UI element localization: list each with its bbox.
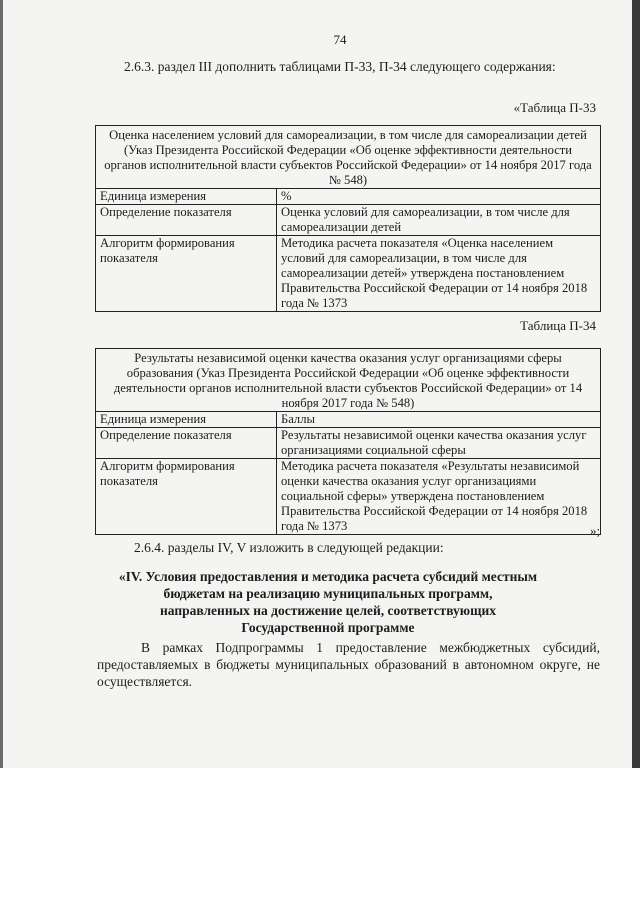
table-p34 bbox=[95, 348, 601, 535]
row-label: Алгоритм формирования показателя bbox=[96, 236, 277, 312]
body-paragraph bbox=[97, 639, 600, 690]
row-value: Результаты независимой оценки качества оказания услуг организациями социальной сферы bbox=[277, 428, 601, 459]
table-header-cell: Оценка населением условий для самореализации, в том числе для самореализации детей (Указ Президента Российской Федерации «Об оценке эффективности деятельности органов исполнительной власти субъектов Российской Федерации» от 14 ноября 2017 года № 548) bbox=[96, 126, 601, 189]
table-header-row bbox=[96, 126, 601, 189]
closing-quote: »; bbox=[590, 523, 601, 538]
paragraph-2-6-3 bbox=[96, 58, 598, 75]
table-row bbox=[96, 412, 601, 428]
scan-edge-left bbox=[0, 0, 3, 768]
table-header-cell: Результаты независимой оценки качества оказания услуг организациями сферы образования (Указ Президента Российской Федерации «Об оценке эффективности деятельности органов исполнительной власти субъектов Российской Федерации» от 14 ноября 2017 года № 548) bbox=[96, 349, 601, 412]
row-label: Определение показателя bbox=[96, 428, 277, 459]
page-number: 74 bbox=[333, 32, 347, 47]
row-label: Единица измерения bbox=[96, 412, 277, 428]
row-label: Определение показателя bbox=[96, 205, 277, 236]
row-value: Методика расчета показателя «Оценка населением условий для самореализации, в том числе для самореализации детей» утверждена постановлением Правительства Российской Федерации от 14 ноября 2018 года № 1373 bbox=[277, 236, 601, 312]
table-row bbox=[96, 189, 601, 205]
table-row bbox=[96, 236, 601, 312]
table-p33 bbox=[95, 125, 601, 312]
table-p34-caption: Таблица П-34 bbox=[520, 318, 596, 333]
row-value: Оценка условий для самореализации, в том числе для самореализации детей bbox=[277, 205, 601, 236]
row-value: Баллы bbox=[277, 412, 601, 428]
table-row bbox=[96, 428, 601, 459]
section-iv-heading: «IV. Условия предоставления и методика расчета субсидий местным бюджетам на реализацию муниципальных программ, направленных на достижение целей, соответствующих Государственной программе bbox=[118, 569, 538, 635]
row-value: Методика расчета показателя «Результаты независимой оценки качества оказания услуг организациями социальной сферы» утверждена постановлением Правительства Российской Федерации от 14 ноября 2018 года № 1373 bbox=[277, 459, 601, 535]
paragraph-2-6-4: 2.6.4. разделы IV, V изложить в следующей редакции: bbox=[134, 540, 444, 555]
table-row bbox=[96, 205, 601, 236]
row-value: % bbox=[277, 189, 601, 205]
row-label: Единица измерения bbox=[96, 189, 277, 205]
row-label: Алгоритм формирования показателя bbox=[96, 459, 277, 535]
scan-edge-right bbox=[632, 0, 640, 768]
table-row bbox=[96, 459, 601, 535]
body-paragraph-text: В рамках Подпрограммы 1 предоставление межбюджетных субсидий, предоставляемых в бюджеты муниципальных образований в автономном округе, не осуществляется. bbox=[97, 640, 600, 689]
paragraph-2-6-3-text: 2.6.3. раздел III дополнить таблицами П-33, П-34 следующего содержания: bbox=[124, 59, 556, 74]
table-header-row bbox=[96, 349, 601, 412]
table-p33-caption: «Таблица П-33 bbox=[513, 100, 596, 115]
